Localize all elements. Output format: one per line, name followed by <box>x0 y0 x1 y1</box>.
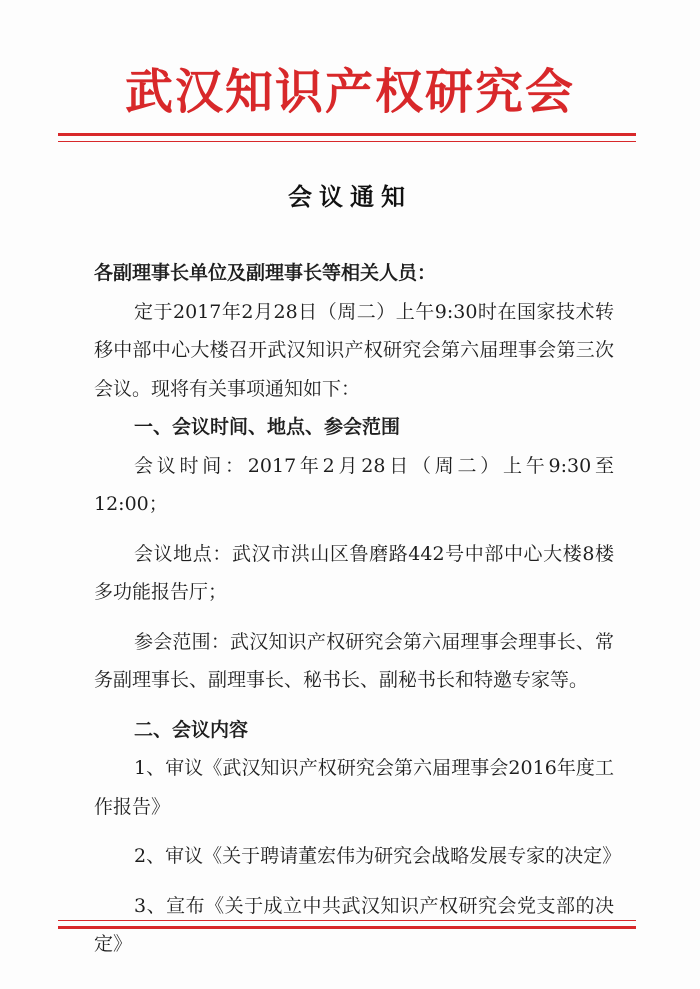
letterhead-rule-thick <box>58 133 636 136</box>
section-heading-2: 二、会议内容 <box>134 718 249 741</box>
meeting-time-paragraph: 会议时间：2017年2月28日（周二）上午9:30至12:00； <box>94 454 614 515</box>
letterhead-rule-thin <box>58 141 636 142</box>
document-body <box>94 254 622 964</box>
section-heading-1: 一、会议时间、地点、参会范围 <box>134 416 401 438</box>
agenda-item-1: 1、审议《武汉知识产权研究会第六届理事会2016年度工作报告》 <box>94 757 614 818</box>
footer-rule-thin <box>58 920 636 921</box>
meeting-place-paragraph: 会议地点：武汉市洪山区鲁磨路442号中部中心大楼8楼多功能报告厅； <box>94 542 614 603</box>
intro-paragraph: 定于2017年2月28日（周二）上午9:30时在国家技术转移中部中心大楼召开武汉知识产权研究会第六届理事会第三次会议。现将有关事项通知如下： <box>94 300 614 400</box>
footer-rule-thick <box>58 926 636 929</box>
agenda-item-3: 3、宣布《关于成立中共武汉知识产权研究会党支部的决定》 <box>94 894 614 955</box>
agenda-item-2: 2、审议《关于聘请董宏伟为研究会战略发展专家的决定》 <box>134 845 622 867</box>
letterhead-title: 武汉知识产权研究会 <box>124 64 575 120</box>
document-title: 会议通知 <box>288 183 412 211</box>
salutation: 各副理事长单位及副理事长等相关人员： <box>94 262 437 284</box>
attendees-paragraph: 参会范围：武汉知识产权研究会第六届理事会理事长、常务副理事长、副理事长、秘书长、副秘书长和特邀专家等。 <box>94 630 614 691</box>
